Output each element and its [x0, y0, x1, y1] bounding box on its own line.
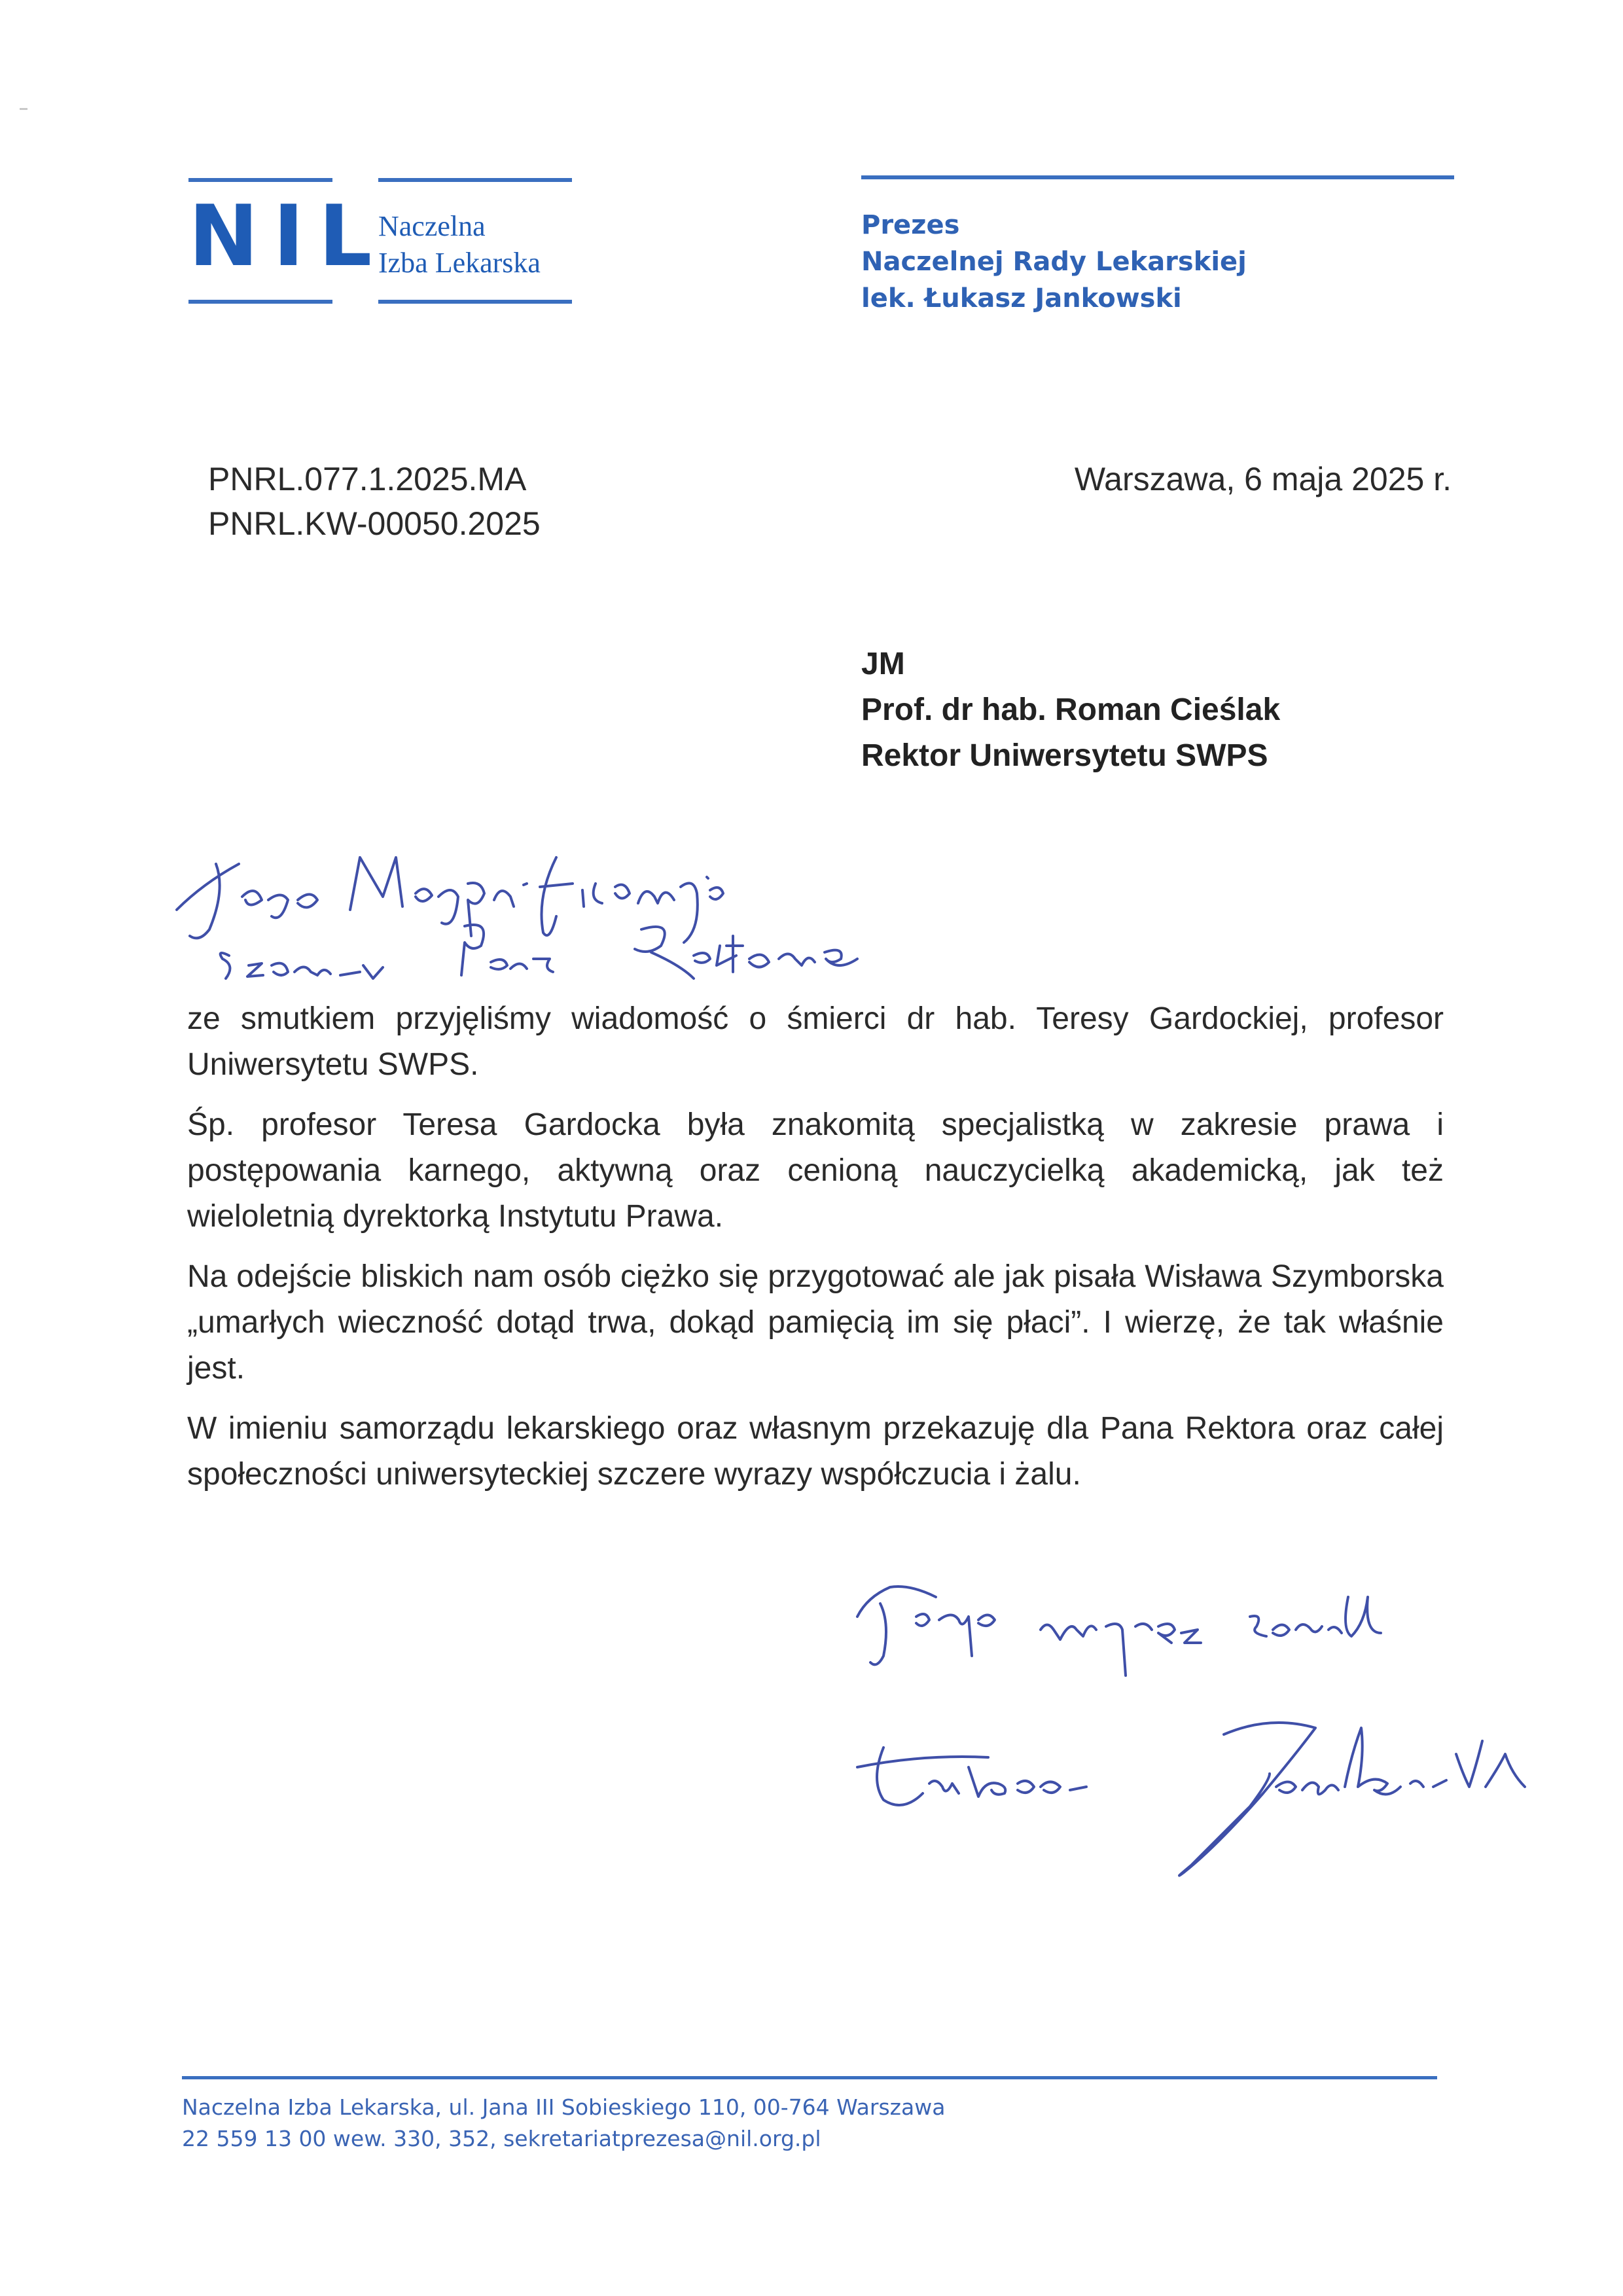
sender-block: [861, 207, 1247, 317]
sender-title: Prezes: [861, 210, 960, 240]
footer-contact: [182, 2092, 945, 2155]
logo-rule-bottom-right: [378, 300, 572, 304]
addressee-name: Prof. dr hab. Roman Cieślak: [861, 692, 1281, 727]
sender-rule: [861, 175, 1454, 179]
body-paragraph-3: Na odejście bliskich nam osób ciężko się przygotować ale jak pisała Wisława Szymborska „umarłych wieczność dotąd trwa, dokąd pamięcią im się płaci”. I wierzę, że tak właśnie jest.: [187, 1259, 1444, 1386]
addressee-block: [861, 641, 1280, 779]
footer-address: Naczelna Izba Lekarska, ul. Jana III Sobieskiego 110, 00-764 Warszawa: [182, 2094, 946, 2120]
scan-artifact: [20, 108, 27, 110]
body-paragraph-1: ze smutkiem przyjęliśmy wiadomość o śmierci dr hab. Teresy Gardockiej, profesor Uniwersytetu SWPS.: [187, 1001, 1444, 1082]
reference-numbers: [208, 457, 541, 546]
logo-rule-top-left: [188, 178, 332, 182]
logo-rule-bottom-left: [188, 300, 332, 304]
letter-body: [187, 996, 1444, 1512]
addressee-honorific: JM: [861, 647, 905, 681]
logo-name-line2: Izba Lekarska: [378, 247, 541, 279]
sender-name: lek. Łukasz Jankowski: [861, 283, 1182, 314]
handwritten-salutation: [164, 838, 923, 995]
addressee-position: Rektor Uniwersytetu SWPS: [861, 738, 1268, 773]
logo-name: [378, 208, 541, 281]
sender-organization: Naczelnej Rady Lekarskiej: [861, 247, 1247, 277]
logo-name-line1: Naczelna: [378, 210, 486, 242]
handwritten-closing-and-signature: [844, 1558, 1603, 1924]
body-paragraph-2: Śp. profesor Teresa Gardocka była znakomitą specjalistką w zakresie prawa i postępowania karnego, aktywną oraz cenioną nauczycielką akademicką, jak też wieloletnią dyrektorką Instytutu Prawa.: [187, 1107, 1444, 1234]
reference-number-1: PNRL.077.1.2025.MA: [208, 461, 527, 497]
logo-rule-top-right: [378, 178, 572, 182]
footer-phone-email: 22 559 13 00 wew. 330, 352, sekretariatprezesa@nil.org.pl: [182, 2126, 821, 2151]
letter-date: Warszawa, 6 maja 2025 r.: [1074, 461, 1452, 497]
logo-acronym: NIL: [188, 188, 387, 285]
footer-rule: [182, 2076, 1437, 2079]
reference-number-2: PNRL.KW-00050.2025: [208, 505, 541, 542]
body-paragraph-4: W imieniu samorządu lekarskiego oraz własnym przekazuję dla Pana Rektora oraz całej społeczności uniwersyteckiej szczere wyrazy współczucia i żalu.: [187, 1411, 1444, 1492]
